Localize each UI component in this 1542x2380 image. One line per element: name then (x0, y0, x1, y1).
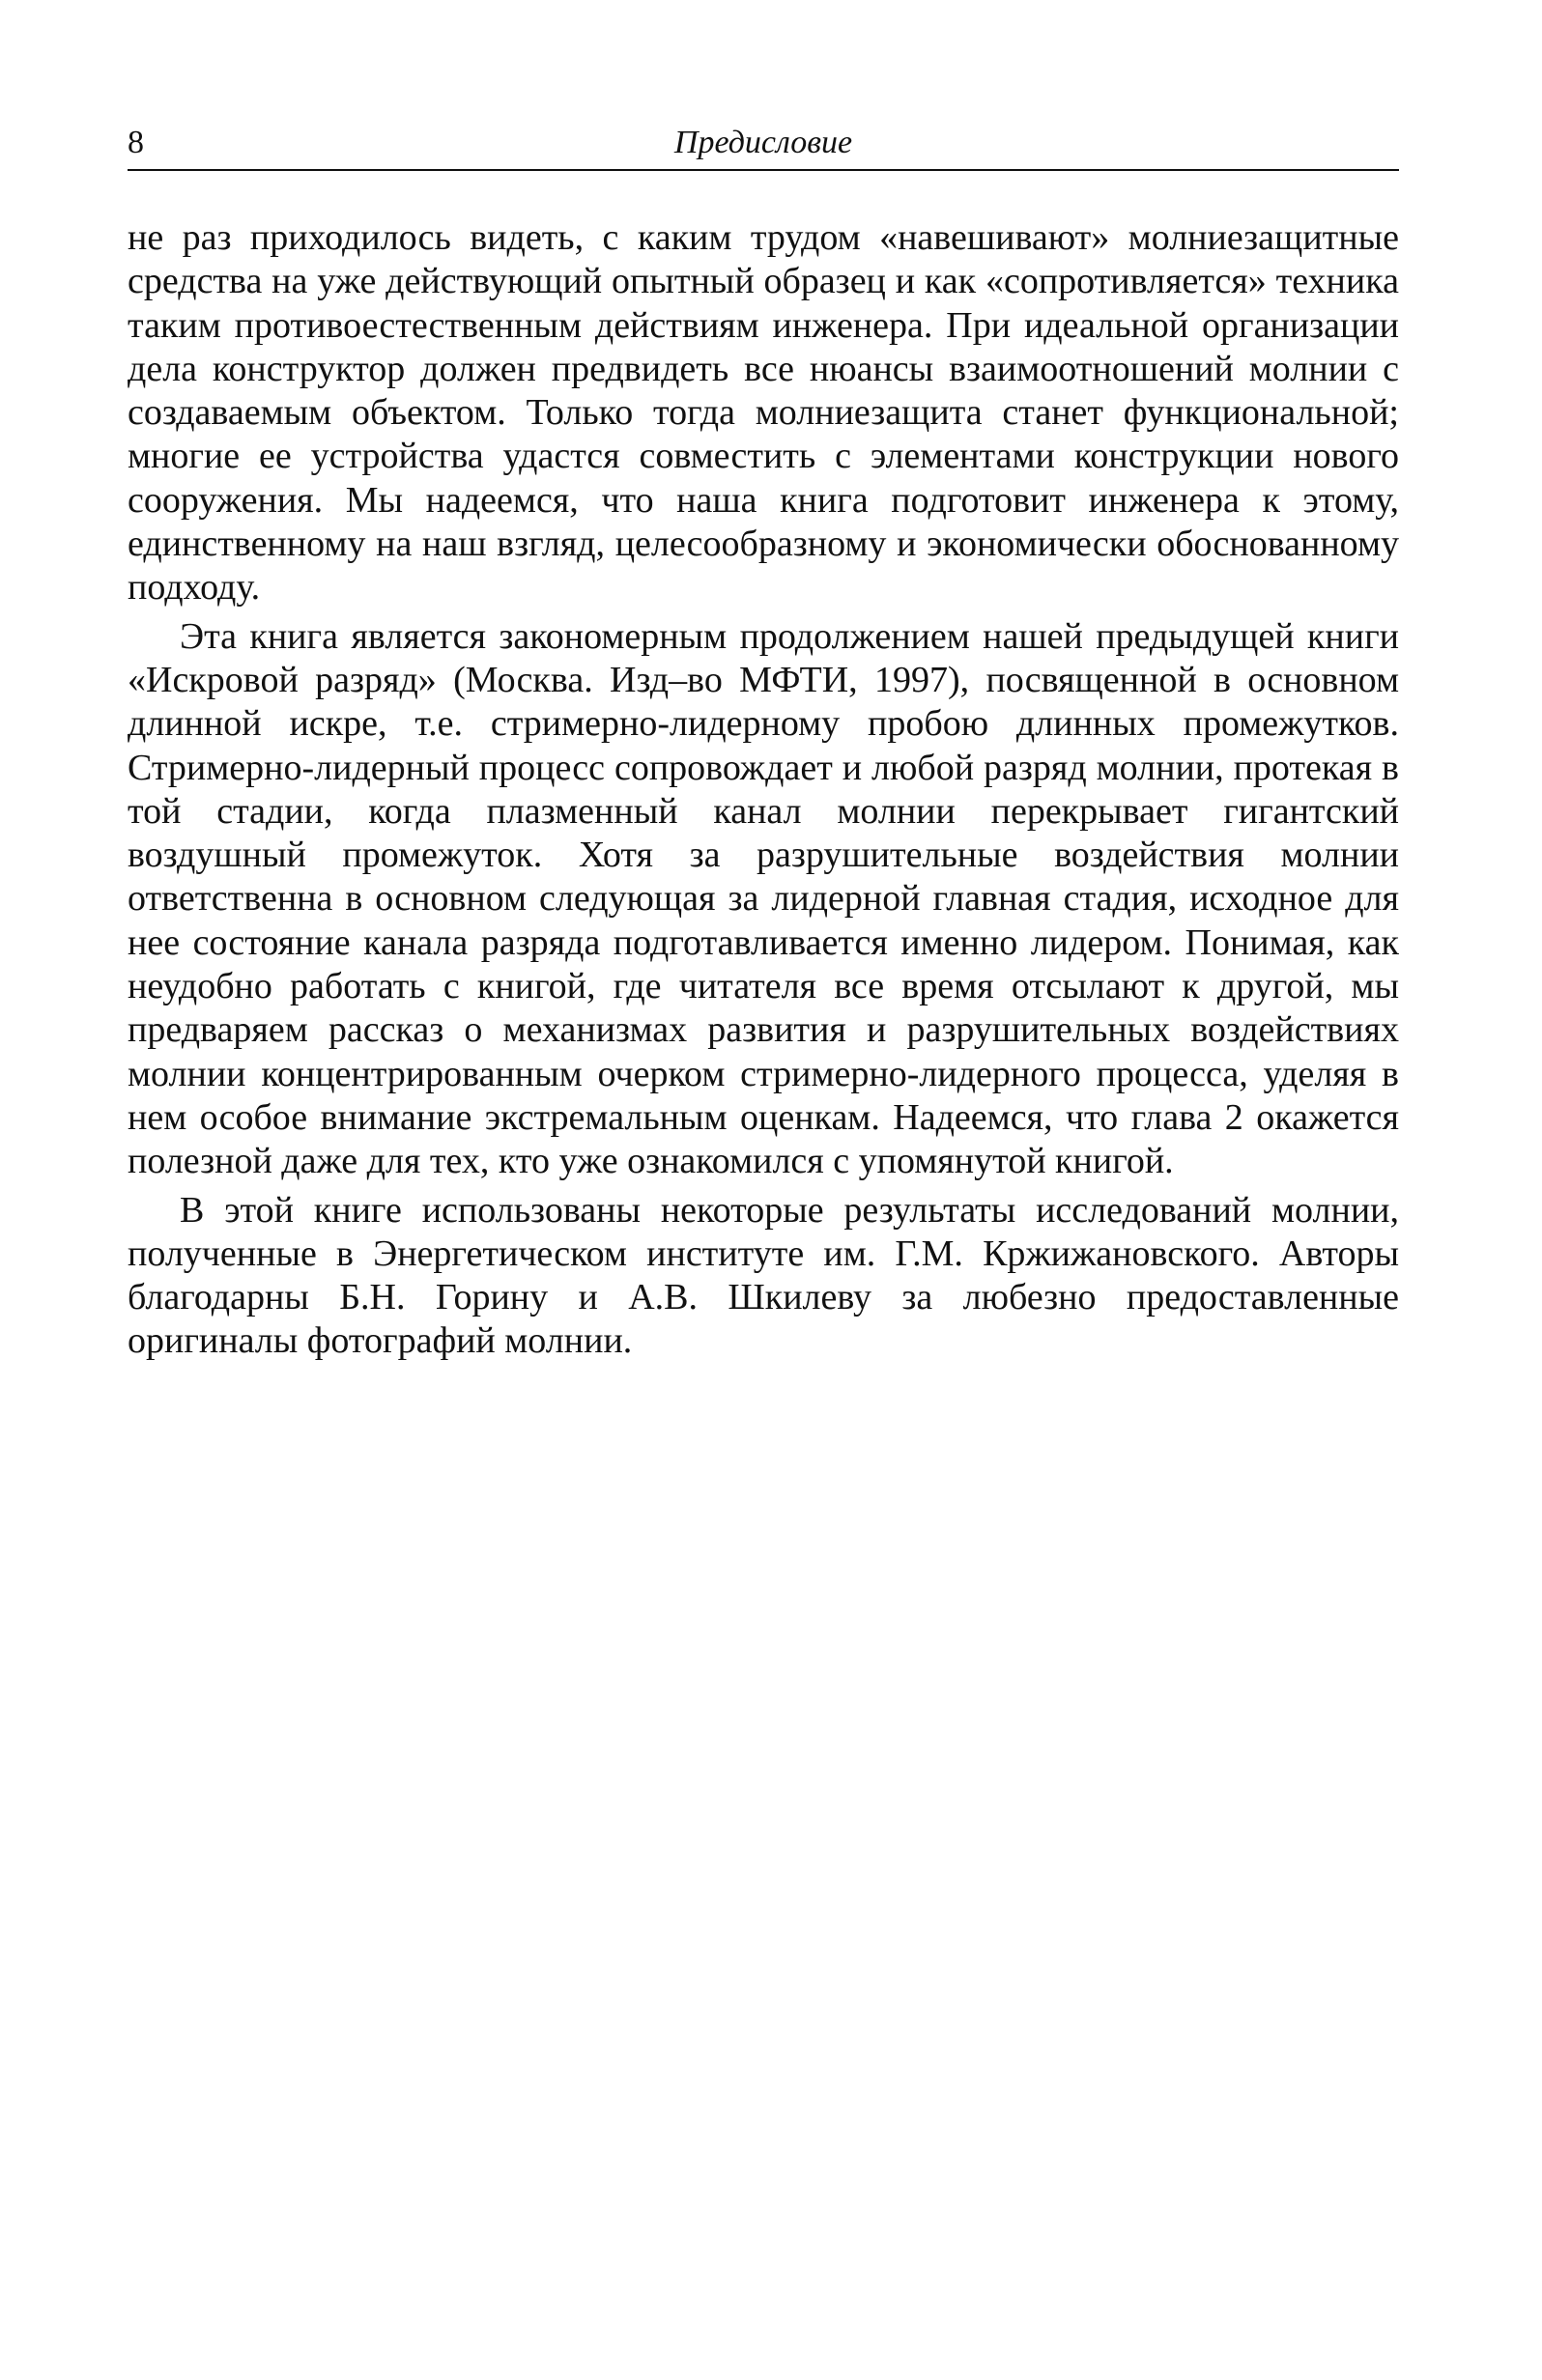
body-text (128, 216, 1399, 1369)
page-number: 8 (128, 125, 144, 160)
header-rule (128, 169, 1399, 171)
paragraph-continuation: не раз приходилось видеть, с каким трудом «навешивают» молниезащитные средства на уже действующий опытный образец и как «сопротивляется» техника таким противоестественным действиям инженера. При идеальной организации дела конструктор должен предвидеть все нюансы взаимоотношений молнии с создаваемым объектом. Только тогда молниезащита станет функциональной; многие ее устройства удастся совместить с элементами конструкции нового сооружения. Мы надеемся, что наша книга подготовит инженера к этому, единственному на наш взгляд, целесообразному и экономически обоснованному подходу. (128, 217, 1399, 609)
running-title: Предисловие (673, 125, 853, 160)
paragraph-acknowledgements: В этой книге использованы некоторые результаты исследований молнии, полученные в Энергетическом институте им. Г.М. Кржижановского. Авторы благодарны Б.Н. Горину и А.В. Шкилеву за любезно предоставленные оригиналы фотографий молнии. (128, 1189, 1399, 1362)
page-header (128, 120, 1399, 168)
paragraph-book-relation: Эта книга является закономерным продолжением нашей предыдущей книги «Искровой разряд» (Москва. Изд–во МФТИ, 1997), посвященной в основном длинной искре, т.е. стримерно-лидерному пробою длинных промежутков. Стримерно-лидерный процесс сопровождает и любой разряд молнии, протекая в той стадии, когда плазменный канал молнии перекрывает гигантский воздушный промежуток. Хотя за разрушительные воздействия молнии ответственна в основном следующая за лидерной главная стадия, исходное для нее состояние канала разряда подготавливается именно лидером. Понимая, как неудобно работать с книгой, где читателя все время отсылают к другой, мы предваряем рассказ о механизмах развития и разрушительных воздействиях молнии концентрированным очерком стримерно-лидерного процесса, уделяя в нем особое внимание экстремальным оценкам. Надеемся, что глава 2 окажется полезной даже для тех, кто уже ознакомился с упомянутой книгой. (128, 615, 1399, 1182)
